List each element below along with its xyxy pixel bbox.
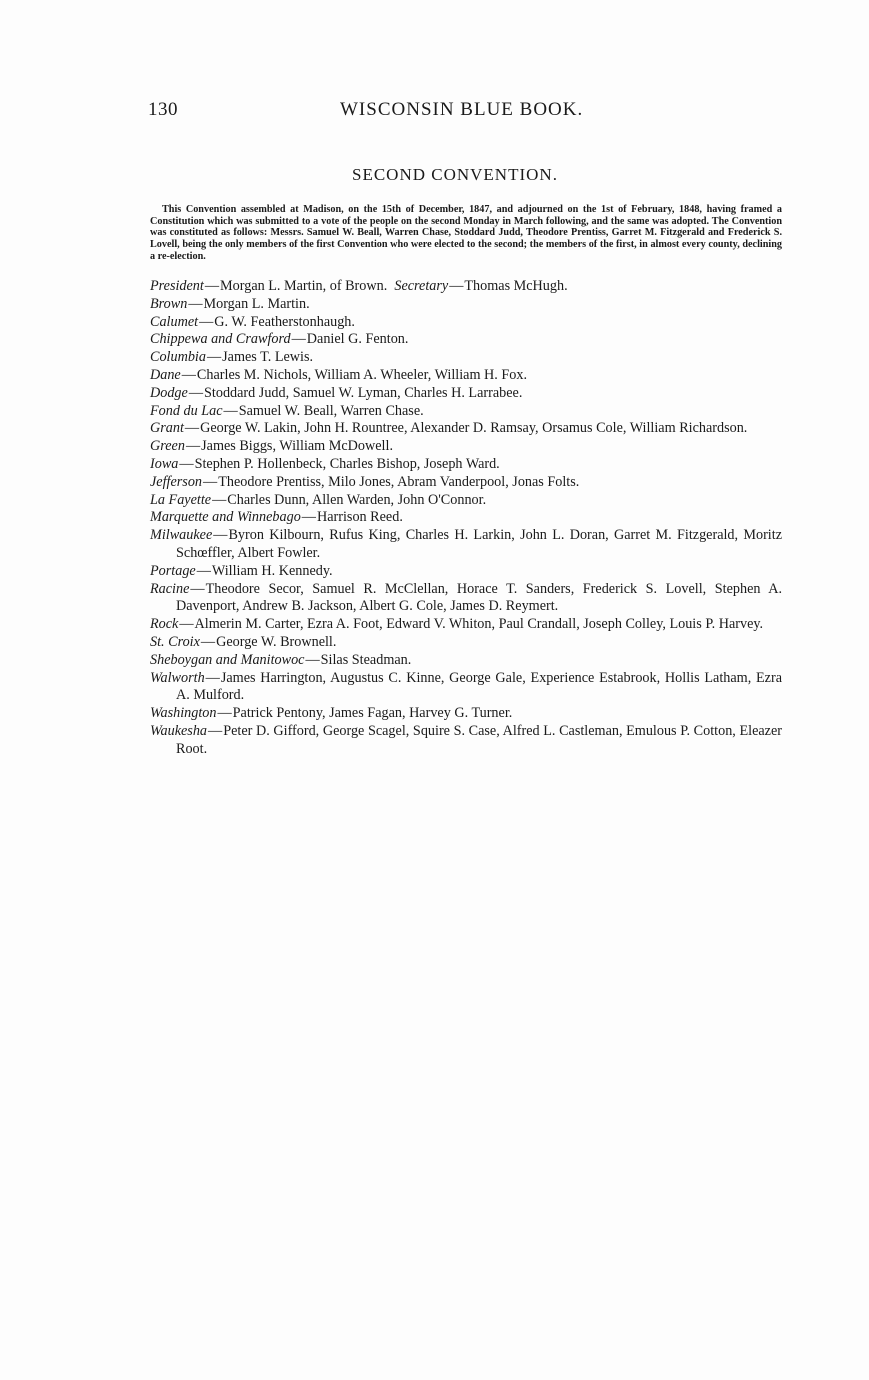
dash: — xyxy=(179,616,194,633)
dash: — xyxy=(208,722,223,739)
president-name: Morgan L. Martin, of Brown. xyxy=(220,278,388,294)
dash: — xyxy=(305,651,320,668)
running-head: WISCONSIN BLUE BOOK. xyxy=(340,99,584,120)
list-item xyxy=(150,403,782,421)
list-item xyxy=(150,420,782,438)
member-names: Peter D. Gifford, George Scagel, Squire S. Case, Alfred L. Castleman, Emulous P. Cotton, Eleazer Root. xyxy=(176,722,782,757)
county-name: Brown xyxy=(150,295,188,312)
intro-paragraph: This Convention assembled at Madison, on the 15th of December, 1847, and adjourned on the 1st of February, 1848, having framed a Constitution which was submitted to a vote of the people on the second Monday in March following, and the same was adopted. The Convention was constituted as follows: Messrs. Samuel W. Beall, Warren Chase, Stoddard Judd, Theodore Prentiss, Garret M. Fitzgerald and Frederick S. Lovell, being the only members of the first Convention who were elected to the second; the members of the first, in almost every county, declining a re-election. xyxy=(150,204,782,262)
county-name: Green xyxy=(150,438,185,455)
list-item xyxy=(150,492,782,510)
list-item xyxy=(150,670,782,706)
list-item xyxy=(150,331,782,349)
county-name: Milwaukee xyxy=(150,527,213,544)
list-item xyxy=(150,705,782,723)
member-names: George W. Brownell. xyxy=(216,633,337,650)
dash: — xyxy=(449,278,464,294)
dash: — xyxy=(223,402,238,419)
county-name: Rock xyxy=(150,616,179,633)
county-name: Columbia xyxy=(150,349,206,366)
dash: — xyxy=(185,438,201,455)
county-name: Dodge xyxy=(150,384,188,401)
dash: — xyxy=(199,313,214,330)
dash: — xyxy=(188,384,204,401)
county-name: Jefferson xyxy=(150,473,203,490)
dash: — xyxy=(181,366,196,383)
member-names: William H. Kennedy. xyxy=(211,562,333,579)
member-names: Stoddard Judd, Samuel W. Lyman, Charles H. Larrabee. xyxy=(204,384,523,401)
member-names: Silas Steadman. xyxy=(320,651,412,668)
list-item xyxy=(150,474,782,492)
president-label: President xyxy=(150,278,204,294)
county-name: Grant xyxy=(150,420,184,437)
member-names: Patrick Pentony, James Fagan, Harvey G. Turner. xyxy=(232,705,513,722)
member-names: Almerin M. Carter, Ezra A. Foot, Edward V. Whiton, Paul Crandall, Joseph Colley, Louis P. Harvey. xyxy=(194,616,764,633)
dash: — xyxy=(196,562,211,579)
dash: — xyxy=(190,580,205,597)
member-names: Byron Kilbourn, Rufus King, Charles H. Larkin, John L. Doran, Garret M. Fitzgerald, Moritz Schœffler, Albert Fowler. xyxy=(176,527,782,561)
list-item xyxy=(150,385,782,403)
county-name: Marquette and Winnebago xyxy=(150,509,301,526)
county-name: Dane xyxy=(150,366,181,383)
secretary-label: Secretary xyxy=(394,278,449,294)
dash: — xyxy=(213,527,228,544)
member-names: Theodore Secor, Samuel R. McClellan, Horace T. Sanders, Frederick S. Lovell, Stephen A. Davenport, Andrew B. Jackson, Albert G. Cole, James D. Reymert. xyxy=(176,580,782,615)
county-name: Walworth xyxy=(150,669,205,686)
officers-line xyxy=(150,278,782,296)
list-item xyxy=(150,367,782,385)
county-name: Iowa xyxy=(150,455,179,472)
dash: — xyxy=(184,420,200,437)
member-names: James Biggs, William McDowell. xyxy=(201,438,393,455)
list-item xyxy=(150,438,782,456)
list-item xyxy=(150,296,782,314)
member-names: Charles Dunn, Allen Warden, John O'Connor. xyxy=(227,491,487,508)
county-name: St. Croix xyxy=(150,633,200,650)
list-item xyxy=(150,723,782,759)
list-item xyxy=(150,527,782,563)
dash: — xyxy=(206,349,222,366)
dash: — xyxy=(203,473,218,490)
dash: — xyxy=(188,295,203,312)
member-names: Charles M. Nichols, William A. Wheeler, William H. Fox. xyxy=(196,366,528,383)
dash: — xyxy=(212,491,227,508)
county-name: Portage xyxy=(150,562,196,579)
list-item xyxy=(150,652,782,670)
county-name: Racine xyxy=(150,580,190,597)
page-number: 130 xyxy=(148,99,178,120)
member-names: Morgan L. Martin. xyxy=(203,295,310,312)
dash: — xyxy=(301,509,316,526)
list-item xyxy=(150,634,782,652)
county-name: Sheboygan and Manitowoc xyxy=(150,651,305,668)
member-names: James T. Lewis. xyxy=(222,349,314,366)
member-names: James Harrington, Augustus C. Kinne, George Gale, Experience Estabrook, Hollis Latham, Ezra A. Mulford. xyxy=(176,669,782,704)
list-item xyxy=(150,349,782,367)
dash: — xyxy=(291,331,306,348)
list-item xyxy=(150,314,782,332)
member-names: G. W. Featherstonhaugh. xyxy=(214,313,355,330)
list-item xyxy=(150,581,782,617)
member-list xyxy=(150,278,782,759)
member-names: Theodore Prentiss, Milo Jones, Abram Vanderpool, Jonas Folts. xyxy=(218,473,580,490)
secretary-name: Thomas McHugh. xyxy=(464,278,568,294)
list-item xyxy=(150,509,782,527)
member-names: Stephen P. Hollenbeck, Charles Bishop, Joseph Ward. xyxy=(194,455,500,472)
dash: — xyxy=(205,669,220,686)
dash: — xyxy=(204,278,220,294)
dash: — xyxy=(217,705,232,722)
member-names: Samuel W. Beall, Warren Chase. xyxy=(238,402,424,419)
member-names: Harrison Reed. xyxy=(316,509,403,526)
list-item xyxy=(150,456,782,474)
county-name: Washington xyxy=(150,705,217,722)
member-names: Daniel G. Fenton. xyxy=(306,331,409,348)
dash: — xyxy=(179,455,194,472)
county-name: Calumet xyxy=(150,313,199,330)
list-item xyxy=(150,616,782,634)
county-name: Fond du Lac xyxy=(150,402,223,419)
county-name: La Fayette xyxy=(150,491,212,508)
dash: — xyxy=(200,633,216,650)
member-names: George W. Lakin, John H. Rountree, Alexander D. Ramsay, Orsamus Cole, William Richardson. xyxy=(200,420,748,437)
section-title: SECOND CONVENTION. xyxy=(352,165,558,184)
county-name: Chippewa and Crawford xyxy=(150,331,291,348)
county-name: Waukesha xyxy=(150,722,208,739)
list-item xyxy=(150,563,782,581)
